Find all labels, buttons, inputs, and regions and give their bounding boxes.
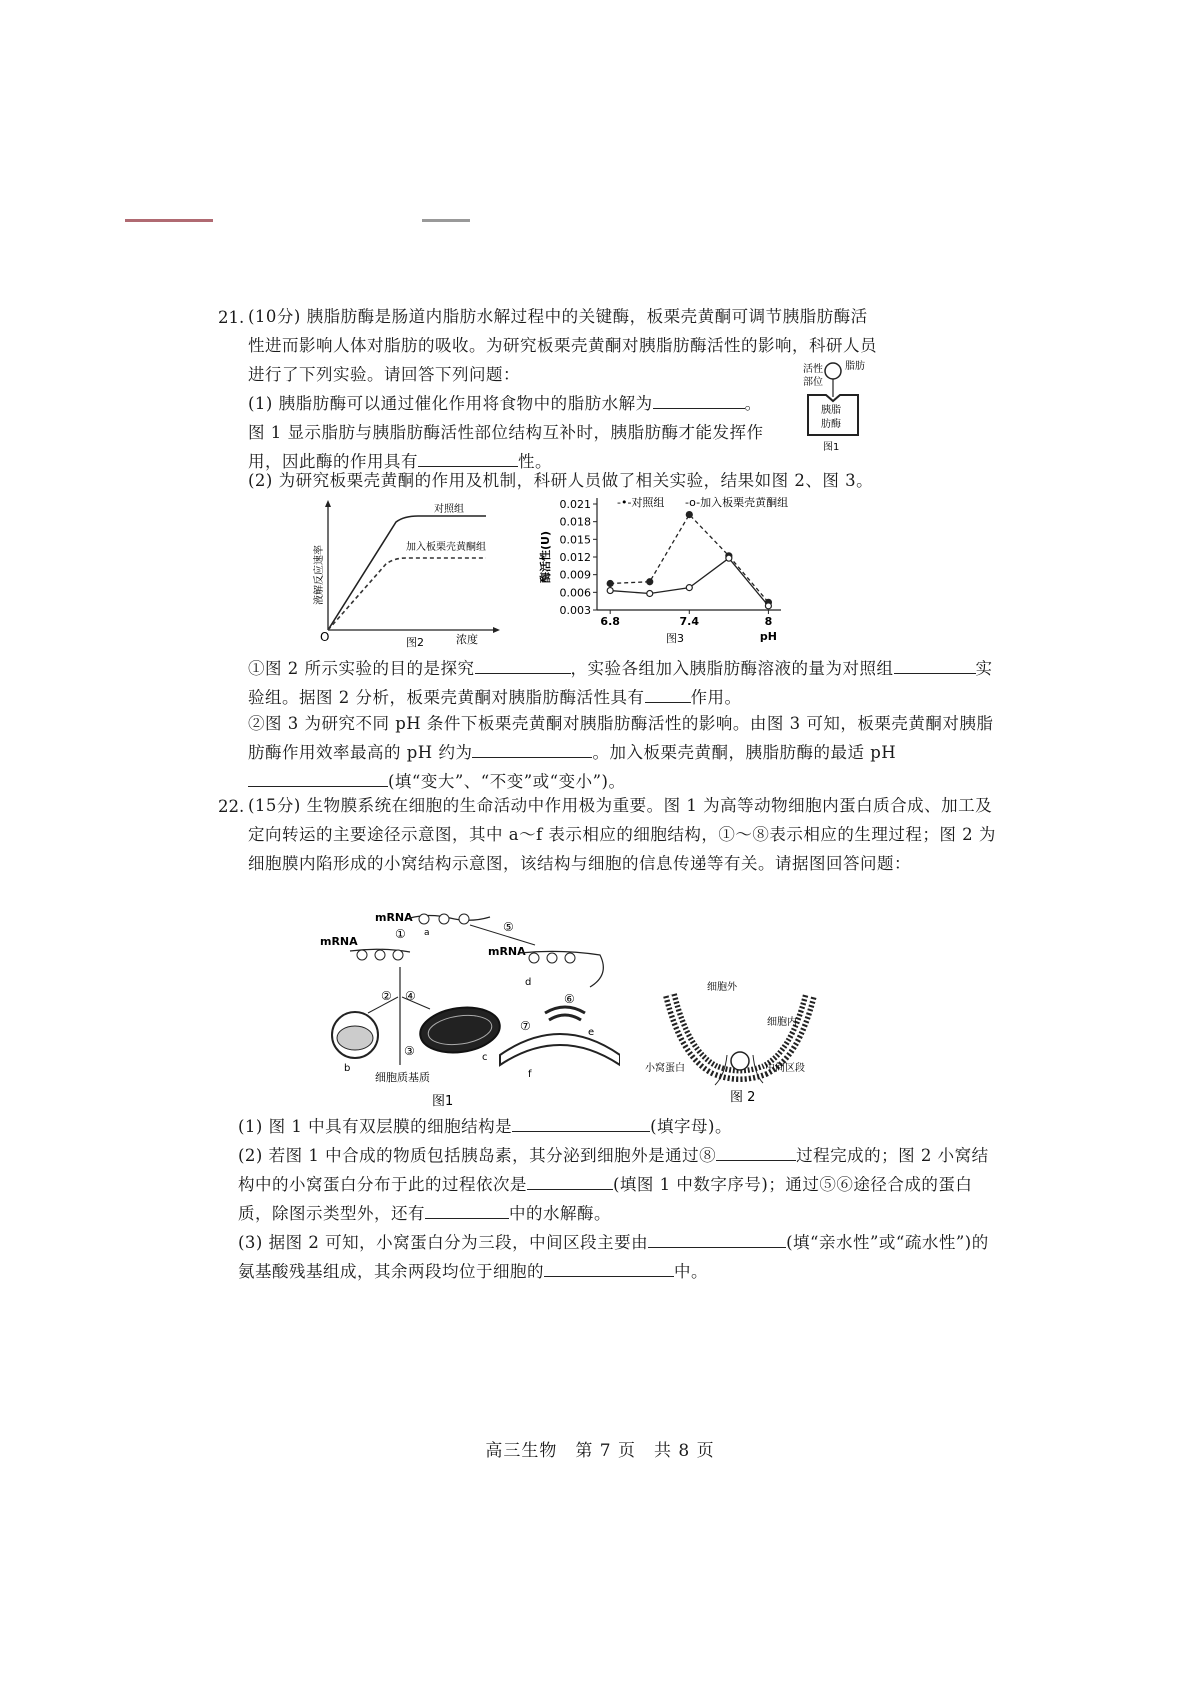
q21-blank-1[interactable] bbox=[653, 390, 745, 409]
fig1-ribosome-5 bbox=[375, 950, 385, 960]
fig1-golgi-e2 bbox=[549, 1015, 581, 1020]
fig1-label-c: c bbox=[482, 1052, 488, 1063]
q21-s2-text-c: (填“变大”、“不变”或“变小”)。 bbox=[388, 772, 626, 791]
chart3-y-tick-label: 0.015 bbox=[559, 533, 591, 547]
q21-blank-5[interactable] bbox=[645, 684, 691, 703]
chart3-point-flavonoid bbox=[686, 585, 692, 591]
fig1-cytoplasm: 细胞质基质 bbox=[375, 1071, 430, 1084]
scan-mark-center bbox=[422, 219, 470, 222]
fig1-num-4: ④ bbox=[405, 989, 416, 1003]
fig2-xlabel: 浓度 bbox=[456, 633, 478, 646]
q22-blank-6[interactable] bbox=[544, 1258, 674, 1277]
chart3-y-tick-label: 0.012 bbox=[559, 551, 591, 564]
q21-blank-6[interactable] bbox=[472, 739, 592, 758]
fig2-label-caveolin: 小窝蛋白 bbox=[645, 1063, 685, 1074]
chart3-point-flavonoid bbox=[607, 588, 613, 594]
fig2-origin: O bbox=[320, 630, 330, 644]
page-footer: 高三生物 第 7 页 共 8 页 bbox=[485, 1441, 715, 1461]
chart3-y-tick-label: 0.021 bbox=[559, 498, 591, 511]
q22-intro-text: (15分) 生物膜系统在细胞的生命活动中作用极为重要。图 1 为高等动物细胞内蛋白质合成、加工及定向转运的主要途径示意图，其中 a～f 表示相应的细胞结构，①～⑧表示相应的生理过程；图 2 为细胞膜内陷形成的小窝结构示意图，该结构与细胞的信息传递等有关。请据图回答问题： bbox=[248, 796, 996, 873]
chart3-legend-flavonoid: -o-加入板栗壳黄酮组 bbox=[685, 496, 789, 509]
q22-part3 bbox=[238, 1228, 998, 1286]
q22-p3-text-c: 中。 bbox=[674, 1262, 708, 1281]
fig1-arrow-4 bbox=[402, 997, 430, 1009]
chart3-title: 图3 bbox=[666, 632, 684, 645]
q21-blank-2[interactable] bbox=[418, 448, 518, 467]
fig1-mrna-right: mRNA bbox=[488, 945, 526, 958]
q22-p2-text-d: 中的水解酶。 bbox=[509, 1204, 611, 1223]
q21-p1-text-b: 。 bbox=[744, 394, 762, 413]
fig1-label-b: b bbox=[344, 1063, 351, 1074]
q22-p2-text-c: (填图 1 中数字序号)；通过⑤⑥途径合成的蛋白质，除图示类型外，还有 bbox=[238, 1175, 973, 1223]
chart3-y-tick-label: 0.003 bbox=[559, 604, 591, 617]
question-21-intro bbox=[248, 302, 878, 389]
q21-blank-4[interactable] bbox=[894, 655, 976, 674]
q21-s1-text-d: 作用。 bbox=[690, 688, 742, 707]
q22-p3-text-b: (填“亲水性”或“疏水性”)的氨基酸残基组成，其余两段均位于细胞的 bbox=[238, 1233, 989, 1281]
q21-s2-text-b: 。加入板栗壳黄酮，胰脂肪酶的最适 pH bbox=[592, 743, 897, 762]
fig2-label-flavonoid: 加入板栗壳黄酮组 bbox=[406, 542, 486, 553]
fig1-nucleolus bbox=[337, 1026, 373, 1050]
fig1-enzyme-line2: 肪酶 bbox=[821, 419, 841, 430]
q22-blank-4[interactable] bbox=[425, 1200, 509, 1219]
fig1-num-2: ② bbox=[381, 989, 392, 1003]
q21-part1 bbox=[248, 389, 788, 476]
fig1-ribosome-2 bbox=[439, 914, 449, 924]
fig1-label-d: d bbox=[525, 977, 532, 988]
q22-figure-1 bbox=[320, 905, 620, 1110]
q22-p1-text-a: (1) 图 1 中具有双层膜的细胞结构是 bbox=[238, 1117, 513, 1136]
fig1-ribosome-6 bbox=[393, 950, 403, 960]
q21-p2-text: (2) 为研究板栗壳黄酮的作用及机制，科研人员做了相关实验，结果如图 2、图 3。 bbox=[248, 471, 874, 490]
fig2-label-middle: 中间区段 bbox=[765, 1063, 805, 1074]
q22-figure-2 bbox=[645, 975, 835, 1105]
q21-sub1 bbox=[248, 654, 1008, 712]
fig1-ribosome-7 bbox=[529, 953, 539, 963]
q21-figure-3-chart bbox=[535, 490, 805, 645]
fig2-label-inside: 细胞内 bbox=[767, 1017, 797, 1028]
q22-p1-text-b: (填字母)。 bbox=[650, 1117, 732, 1136]
q22-p3-text-a: (3) 据图 2 可知，小窝蛋白分为三段，中间区段主要由 bbox=[238, 1233, 649, 1252]
chart3-point-flavonoid bbox=[726, 555, 732, 561]
q22-blank-5[interactable] bbox=[648, 1229, 786, 1248]
q21-s2-text-a: ②图 3 为研究不同 pH 条件下板栗壳黄酮对胰脂肪酶活性的影响。由图 3 可知，板栗壳黄酮对胰脂肪酶作用效率最高的 pH 约为 bbox=[248, 714, 994, 762]
question-21-number: 21. bbox=[218, 308, 245, 327]
chart3-point-control bbox=[647, 579, 653, 585]
q21-figure-2 bbox=[308, 498, 508, 648]
chart3-point-control bbox=[607, 581, 613, 587]
q22-p2-text-b: 过程完成的；图 2 小窝结构中的小窝蛋白分布于此的过程依次是 bbox=[238, 1146, 989, 1194]
chart3-x-tick-label: 7.4 bbox=[679, 615, 700, 628]
chart3-point-control bbox=[686, 512, 692, 518]
fig2-caption: 图 2 bbox=[730, 1090, 756, 1105]
q22-blank-2[interactable] bbox=[716, 1142, 796, 1161]
fig1-fat-circle bbox=[825, 363, 841, 379]
fig1-label-site2: 部位 bbox=[803, 377, 823, 388]
q21-intro-text: (10分) 胰脂肪酶是肠道内脂肪水解过程中的关键酶，板栗壳黄酮可调节胰脂肪酶活性进而影响人体对脂肪的吸收。为研究板栗壳黄酮对胰脂肪酶活性的影响，科研人员进行了下列实验。请回答下列问题： bbox=[248, 307, 877, 384]
chart3-y-tick-label: 0.018 bbox=[559, 515, 591, 529]
scan-mark-left bbox=[125, 219, 213, 222]
fig1-caption: 图1 bbox=[432, 1094, 454, 1109]
q22-blank-3[interactable] bbox=[527, 1171, 613, 1190]
chart3-x-tick-label: 6.8 bbox=[600, 615, 620, 628]
fig1-num-5: ⑤ bbox=[503, 920, 514, 934]
chart3-y-tick-label: 0.009 bbox=[559, 568, 591, 582]
fig1-ribosome-4 bbox=[357, 950, 367, 960]
q21-p1-text-a: (1) 胰脂肪酶可以通过催化作用将食物中的脂肪水解为 bbox=[248, 394, 653, 413]
fig2-label-control: 对照组 bbox=[434, 504, 464, 515]
fig1-num-1: ① bbox=[395, 927, 406, 941]
fig2-ylabel: 液解反应速率 bbox=[314, 545, 325, 605]
fig2-curve-flavonoid bbox=[328, 558, 486, 630]
fig1-num-6: ⑥ bbox=[564, 992, 575, 1006]
question-22-intro bbox=[248, 791, 1008, 878]
q21-blank-7[interactable] bbox=[248, 768, 388, 787]
fig1-num-3: ③ bbox=[404, 1044, 415, 1058]
chart3-ylabel: 酶活性(U) bbox=[539, 531, 552, 583]
fig1-enzyme-line1: 胰脂 bbox=[821, 405, 841, 416]
fig1-label-f: f bbox=[528, 1069, 532, 1080]
chart3-xlabel: pH bbox=[759, 630, 777, 643]
fig1-membrane-f bbox=[500, 1034, 620, 1065]
fig2-caption: 图2 bbox=[406, 636, 424, 648]
q21-p1-text-d: 性。 bbox=[518, 452, 552, 471]
q21-s1-text-c: 实验组。据图 2 分析，板栗壳黄酮对胰脂肪酶活性具有 bbox=[248, 659, 993, 707]
fig1-num-7: ⑦ bbox=[520, 1019, 531, 1033]
fig1-ribosome-3 bbox=[459, 914, 469, 924]
fig1-golgi-e bbox=[545, 1007, 585, 1013]
fig1-mrna-top: mRNA bbox=[375, 911, 413, 924]
fig1-caption: 图1 bbox=[823, 442, 840, 453]
q21-s1-text-a: ①图 2 所示实验的目的是探究 bbox=[248, 659, 475, 678]
chart3-x-tick-label: 8 bbox=[764, 615, 773, 628]
q22-p2-text-a: (2) 若图 1 中合成的物质包括胰岛素，其分泌到细胞外是通过⑧ bbox=[238, 1146, 717, 1165]
fig1-label-fat: 脂肪 bbox=[845, 361, 865, 372]
q21-p1-text-c: 图 1 显示脂肪与胰脂肪酶活性部位结构互补时，胰脂肪酶才能发挥作用，因此酶的作用具有 bbox=[248, 423, 764, 471]
fig1-ribosome-8 bbox=[547, 953, 557, 963]
q22-part1 bbox=[238, 1112, 998, 1141]
q21-s1-text-b: ，实验各组加入胰脂肪酶溶液的量为对照组 bbox=[570, 659, 894, 678]
fig1-mrna-left: mRNA bbox=[320, 935, 358, 948]
fig2-label-outside: 细胞外 bbox=[707, 982, 737, 993]
fig2-x-arrow bbox=[493, 627, 500, 633]
q22-blank-1[interactable] bbox=[512, 1113, 650, 1132]
chart3-point-flavonoid bbox=[647, 591, 653, 597]
fig1-mitochondrion-c bbox=[417, 1003, 502, 1058]
question-22-number: 22. bbox=[218, 797, 245, 816]
chart3-y-tick-label: 0.006 bbox=[559, 586, 591, 600]
q21-sub2 bbox=[248, 709, 1008, 796]
q22-part2 bbox=[238, 1141, 998, 1228]
fig1-ribosome-9 bbox=[565, 953, 575, 963]
fig1-label-a: a bbox=[424, 928, 430, 938]
q21-figure-1 bbox=[790, 355, 890, 460]
fig2-curve-control bbox=[328, 516, 486, 630]
fig1-label-e: e bbox=[588, 1027, 595, 1038]
chart3-point-flavonoid bbox=[765, 603, 771, 609]
fig2-caveolin-loop bbox=[731, 1052, 749, 1070]
fig1-ribosome-1 bbox=[419, 914, 429, 924]
chart3-legend-control: -•-对照组 bbox=[617, 496, 665, 509]
q21-blank-3[interactable] bbox=[475, 655, 571, 674]
fig1-label-site: 活性 bbox=[803, 364, 823, 375]
fig2-y-arrow bbox=[325, 500, 331, 507]
